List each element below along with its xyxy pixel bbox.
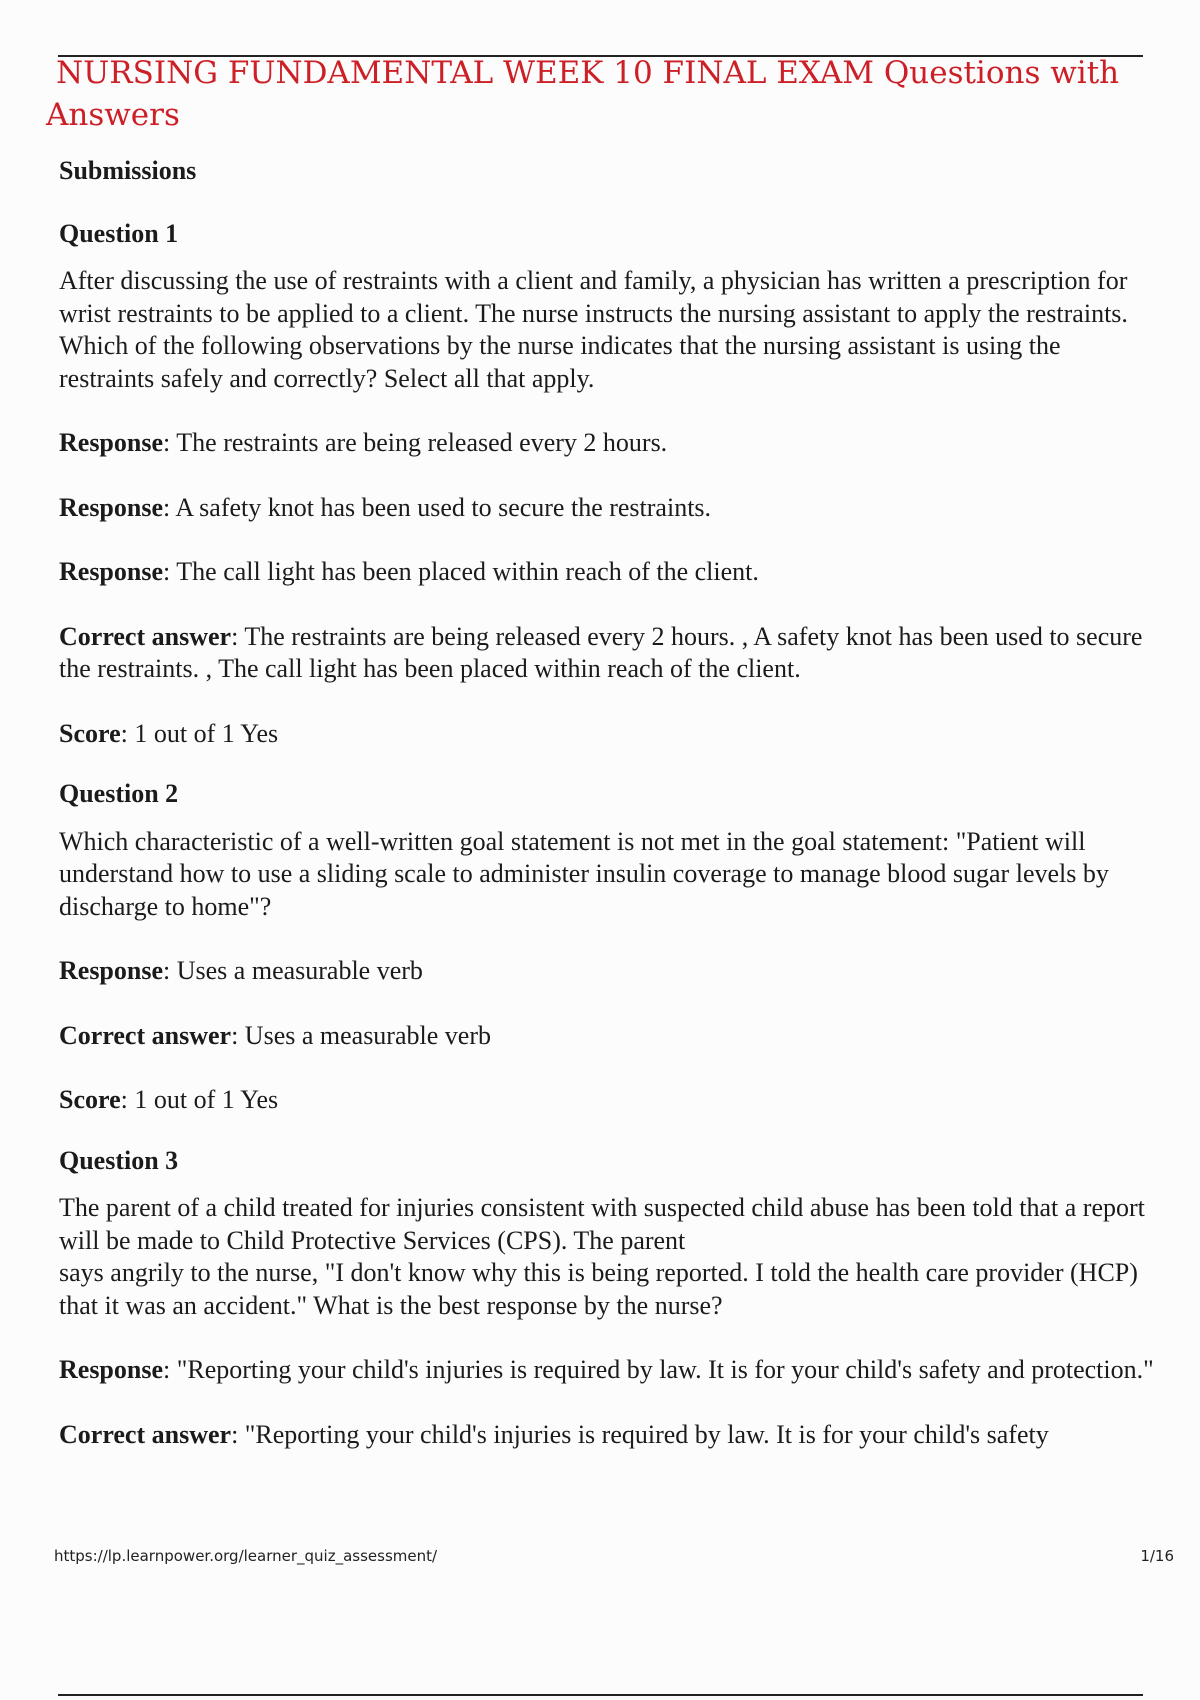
correct-answer-text: Uses a measurable verb	[244, 1020, 491, 1050]
question-1-response-3	[59, 556, 1159, 589]
question-1-text: After discussing the use of restraints with a client and family, a physician has written a prescription for wrist restraints to be applied to a client. The nurse instructs the nursing assistant to apply the restraints. Which of the following observations by the nurse indicates that the nursing assistant is using the restraints safely and correctly? Select all that apply.	[59, 266, 1128, 393]
response-label: Response	[59, 428, 164, 457]
label-separator: :	[163, 428, 177, 457]
label-separator: :	[163, 956, 177, 985]
response-label: Response	[59, 956, 164, 985]
question-2-response-1	[59, 955, 1159, 988]
question-1-correct-answer	[59, 621, 1159, 686]
question-2-text: Which characteristic of a well-written goal statement is not met in the goal statement: "Patient will understand how to use a sliding scale to administer insulin coverage to manage blood sugar levels by discharge to home"?	[59, 826, 1109, 921]
response-text: A safety knot has been used to secure the restraints.	[175, 492, 712, 522]
section-heading: Submissions	[59, 156, 197, 185]
response-text: The call light has been placed within reach of the client.	[176, 557, 759, 586]
document-title: NURSING FUNDAMENTAL WEEK 10 FINAL EXAM Questions with Answers	[46, 55, 1120, 133]
label-separator: :	[120, 718, 135, 748]
score-label: Score	[59, 1085, 121, 1114]
response-text: Uses a measurable verb	[176, 956, 423, 985]
score-text: 1 out of 1 Yes	[134, 1085, 279, 1114]
correct-answer-label: Correct answer	[59, 1020, 232, 1050]
score-text: 1 out of 1 Yes	[134, 718, 279, 748]
question-3-text-line-2: says angrily to the nurse, "I don't know why this is being reported. I told the health care provider (HCP) that it was an accident." What is the best response by the nurse?	[59, 1258, 1138, 1320]
question-3-text-line-1: The parent of a child treated for injuries consistent with suspected child abuse has been told that a report will be made to Child Protective Services (CPS). The parent	[59, 1193, 1145, 1255]
document-body	[59, 155, 1159, 1483]
question-3-response-1	[59, 1354, 1159, 1387]
correct-answer-text: The restraints are being released every 2 hours. , A safety knot has been used to secure the restraints. , The call light has been placed within reach of the client.	[59, 621, 1143, 683]
bottom-rule	[58, 1694, 1143, 1696]
question-2-score	[59, 1084, 1159, 1117]
label-separator: :	[231, 621, 245, 651]
score-label: Score	[59, 718, 121, 748]
question-1-heading: Question 1	[59, 218, 179, 248]
correct-answer-label: Correct answer	[59, 1419, 232, 1449]
question-3-heading: Question 3	[59, 1145, 179, 1175]
label-separator: :	[163, 492, 176, 522]
page-number: 1/16	[1140, 1547, 1174, 1565]
response-label: Response	[59, 492, 164, 522]
question-2-heading: Question 2	[59, 779, 179, 808]
response-text: "Reporting your child's injuries is required by law. It is for your child's safety and protection."	[176, 1355, 1154, 1384]
label-separator: :	[163, 1355, 177, 1384]
response-label: Response	[59, 557, 164, 586]
label-separator: :	[120, 1085, 135, 1114]
response-label: Response	[59, 1355, 164, 1384]
label-separator: :	[163, 557, 177, 586]
question-1-score	[59, 718, 1159, 751]
label-separator: :	[231, 1020, 245, 1050]
question-1-response-1	[59, 427, 1159, 460]
label-separator: :	[231, 1419, 245, 1449]
correct-answer-text: "Reporting your child's injuries is required by law. It is for your child's safety	[244, 1419, 1049, 1449]
question-2-correct-answer	[59, 1020, 1159, 1053]
response-text: The restraints are being released every 2 hours.	[176, 428, 668, 457]
correct-answer-label: Correct answer	[59, 621, 232, 651]
question-1-response-2	[59, 492, 1159, 525]
footer-url: https://lp.learnpower.org/learner_quiz_assessment/	[54, 1547, 438, 1565]
question-3-correct-answer	[59, 1419, 1159, 1452]
